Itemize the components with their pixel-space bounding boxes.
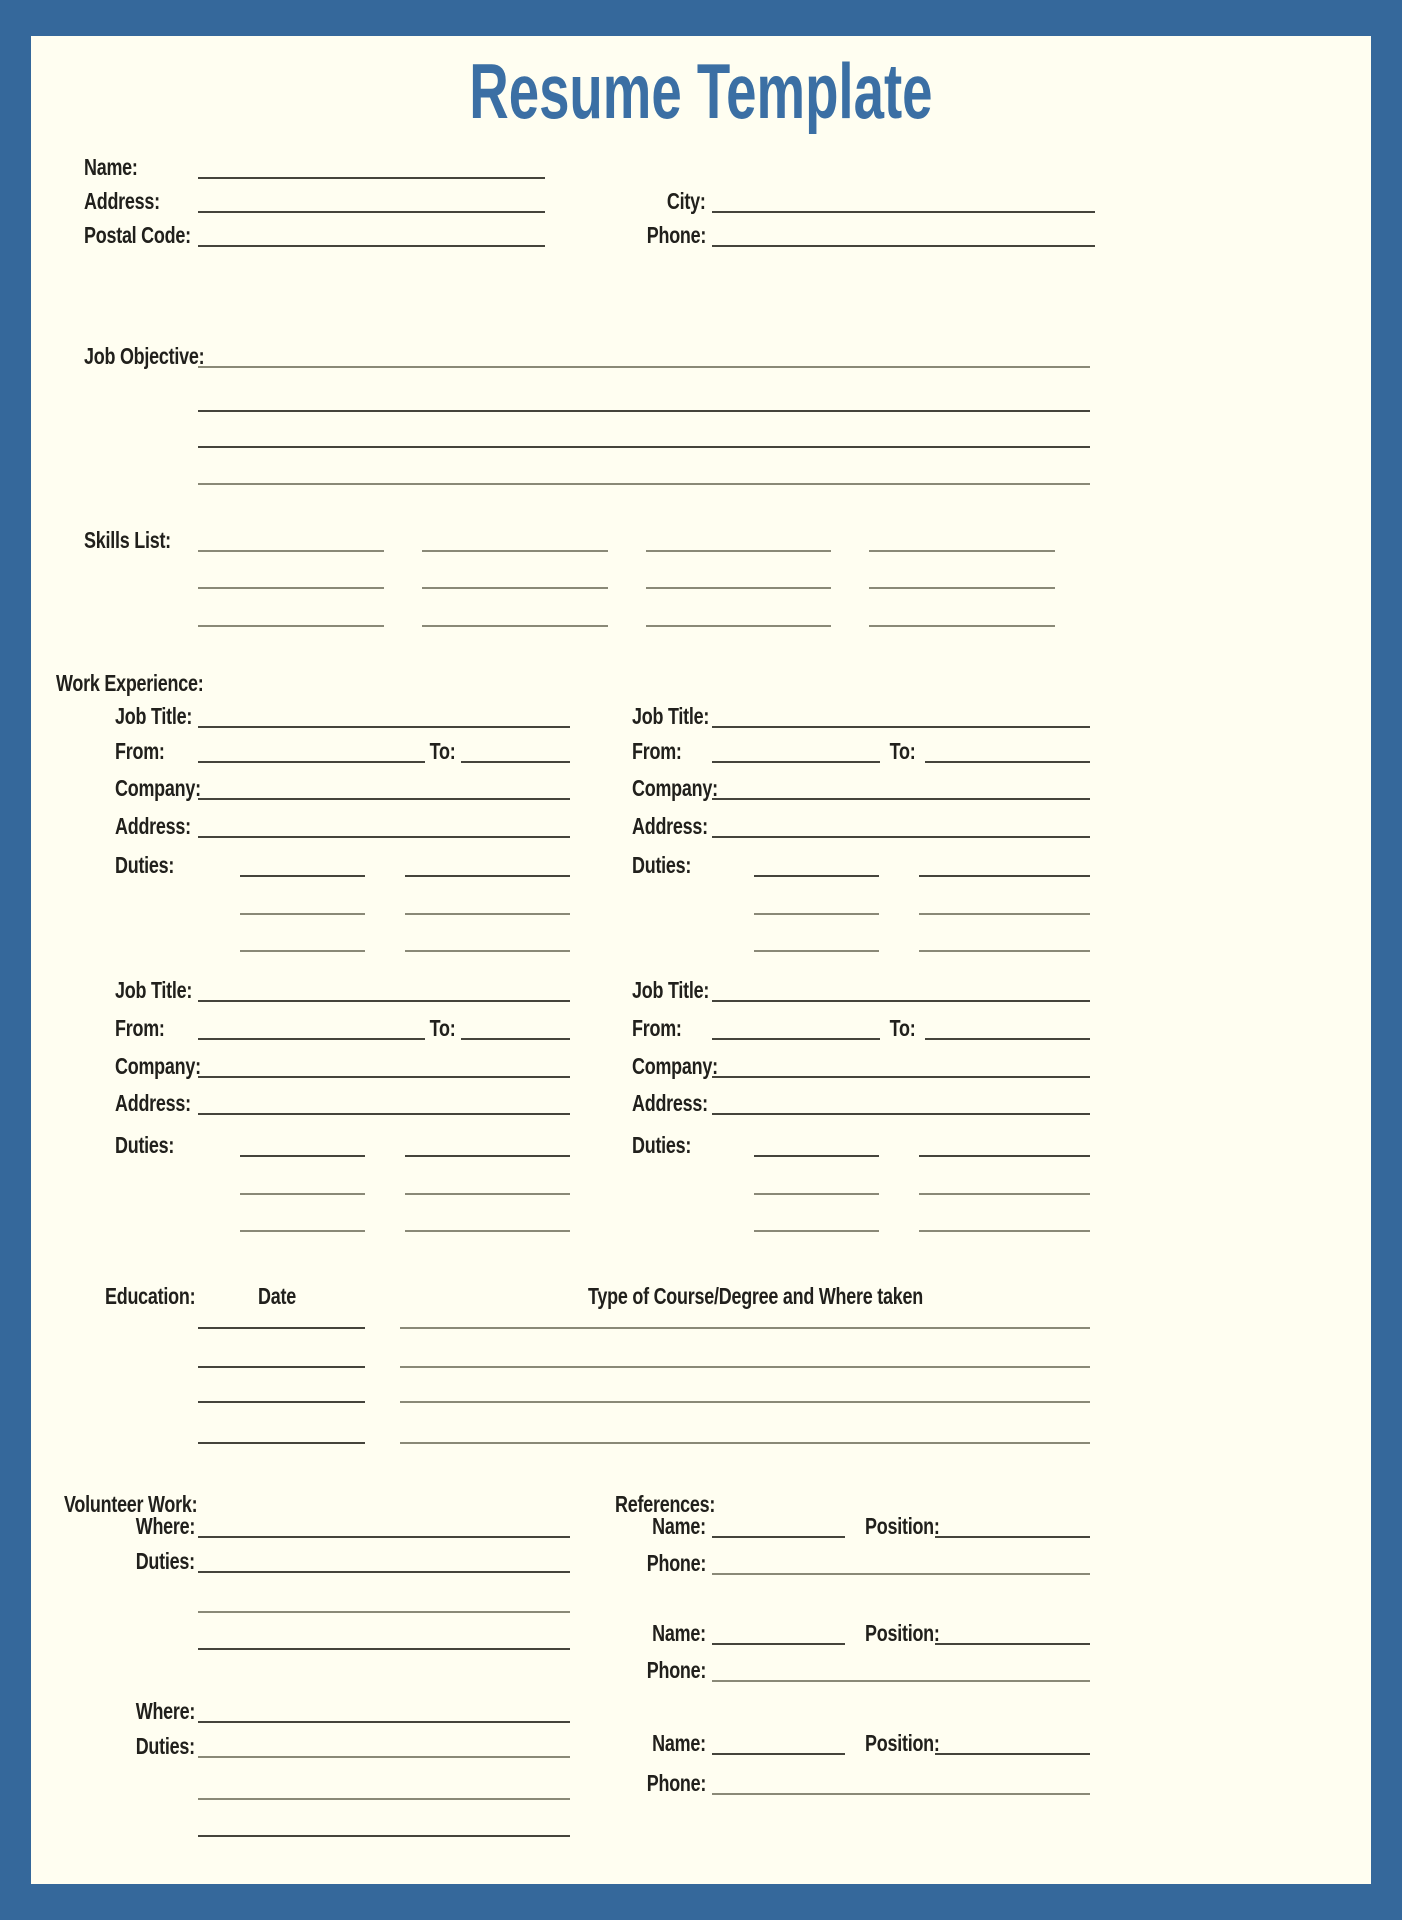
address-row — [115, 806, 570, 838]
job-title-row — [632, 970, 1090, 1002]
ref-phone-line[interactable] — [712, 1793, 1090, 1795]
skill-line[interactable] — [198, 550, 384, 552]
duties-label: Duties: — [632, 1132, 692, 1158]
duties-line[interactable] — [754, 1155, 879, 1157]
paper-sheet — [31, 36, 1371, 1884]
duties-line[interactable] — [198, 1611, 570, 1613]
duties-line[interactable] — [198, 1571, 570, 1573]
education-course-line[interactable] — [400, 1401, 1090, 1403]
job-title-label: Job Title: — [632, 703, 710, 729]
ref-name-line[interactable] — [712, 1536, 845, 1538]
education-course-line[interactable] — [400, 1366, 1090, 1368]
skill-line[interactable] — [422, 625, 608, 627]
duties-line[interactable] — [405, 1155, 570, 1157]
duties-line[interactable] — [919, 913, 1090, 915]
from-to-row — [632, 731, 1090, 763]
company-label: Company: — [115, 775, 201, 801]
ref-position-label: Position: — [865, 1513, 940, 1539]
duties-extra-row — [632, 883, 1090, 915]
volunteer-duties-extra-row — [198, 1768, 570, 1800]
duties-line[interactable] — [754, 875, 879, 877]
duties-line[interactable] — [754, 1230, 879, 1232]
ref-position-line[interactable] — [935, 1536, 1090, 1538]
to-line[interactable] — [461, 761, 570, 763]
reference-name-position-row — [632, 1613, 1090, 1645]
duties-label: Duties: — [135, 1733, 195, 1759]
skills-row — [198, 595, 1055, 627]
where-label: Where: — [135, 1698, 195, 1724]
company-row — [115, 1046, 570, 1078]
from-line[interactable] — [198, 761, 425, 763]
address-line[interactable] — [198, 1113, 570, 1115]
volunteer-where-row — [115, 1506, 570, 1538]
volunteer-where-row — [115, 1691, 570, 1723]
duties-line[interactable] — [405, 875, 570, 877]
ref-name-label: Name: — [652, 1513, 706, 1539]
address-city-row — [84, 181, 1095, 213]
job-objective-extra-row — [198, 453, 1090, 485]
education-course-line[interactable] — [400, 1442, 1090, 1444]
education-course-line[interactable] — [400, 1327, 1090, 1329]
page-title — [31, 47, 1371, 138]
company-row — [632, 1046, 1090, 1078]
name-row — [84, 147, 545, 179]
duties-row — [632, 845, 1090, 877]
phone-label: Phone: — [646, 222, 706, 248]
duties-line[interactable] — [405, 1193, 570, 1195]
city-label: City: — [667, 188, 706, 214]
duties-extra-row — [115, 1163, 570, 1195]
from-line[interactable] — [712, 1038, 880, 1040]
reference-name-position-row — [632, 1506, 1090, 1538]
work-experience-heading — [56, 663, 356, 695]
skill-line[interactable] — [198, 625, 384, 627]
skill-line[interactable] — [198, 587, 384, 589]
education-date-line[interactable] — [198, 1401, 365, 1403]
duties-label: Duties: — [135, 1548, 195, 1574]
duties-line[interactable] — [198, 1756, 570, 1758]
reference-phone-row — [632, 1650, 1090, 1682]
where-label: Where: — [135, 1513, 195, 1539]
skills-list-label: Skills List: — [84, 527, 171, 553]
duties-line[interactable] — [919, 875, 1090, 877]
duties-extra-row — [115, 920, 570, 952]
duties-line[interactable] — [240, 950, 365, 952]
to-line[interactable] — [925, 1038, 1090, 1040]
duties-extra-row — [115, 1200, 570, 1232]
duties-extra-row — [632, 1163, 1090, 1195]
volunteer-duties-row — [115, 1726, 570, 1758]
job-title-row — [632, 696, 1090, 728]
job-title-label: Job Title: — [115, 977, 193, 1003]
to-label: To: — [430, 738, 456, 764]
page-title-text: Resume Template — [469, 47, 933, 135]
duties-line[interactable] — [198, 1798, 570, 1800]
skill-line[interactable] — [646, 550, 832, 552]
duties-row — [632, 1125, 1090, 1157]
where-line[interactable] — [198, 1721, 570, 1723]
address-label: Address: — [632, 1090, 708, 1116]
job-title-line[interactable] — [712, 1000, 1090, 1002]
address-line[interactable] — [712, 1113, 1090, 1115]
company-line[interactable] — [712, 798, 1090, 800]
from-label: From: — [115, 738, 165, 764]
volunteer-duties-extra-row — [198, 1618, 570, 1650]
address-line[interactable] — [198, 836, 570, 838]
company-label: Company: — [632, 1053, 718, 1079]
job-objective-line[interactable] — [198, 366, 1090, 368]
volunteer-duties-extra-row — [198, 1581, 570, 1613]
where-line[interactable] — [198, 1536, 570, 1538]
duties-line[interactable] — [240, 1230, 365, 1232]
company-label: Company: — [632, 775, 718, 801]
address-row — [115, 1083, 570, 1115]
volunteer-heading-text: Volunteer Work: — [64, 1491, 198, 1517]
education-date-header: Date — [258, 1283, 296, 1309]
duties-label: Duties: — [115, 1132, 175, 1158]
reference-phone-row — [632, 1543, 1090, 1575]
duties-line[interactable] — [240, 1155, 365, 1157]
ref-position-line[interactable] — [935, 1753, 1090, 1755]
to-line[interactable] — [461, 1038, 570, 1040]
company-row — [115, 768, 570, 800]
address-row — [632, 1083, 1090, 1115]
to-label: To: — [889, 738, 916, 764]
duties-extra-row — [632, 920, 1090, 952]
company-line[interactable] — [198, 798, 570, 800]
duties-line[interactable] — [240, 875, 365, 877]
ref-phone-label: Phone: — [646, 1657, 706, 1683]
to-label: To: — [430, 1015, 456, 1041]
name-line[interactable] — [198, 177, 545, 179]
job-title-label: Job Title: — [632, 977, 710, 1003]
education-row — [198, 1371, 1090, 1403]
duties-line[interactable] — [405, 913, 570, 915]
duties-line[interactable] — [754, 950, 879, 952]
job-title-row — [115, 970, 570, 1002]
skill-line[interactable] — [646, 625, 832, 627]
job-title-line[interactable] — [712, 726, 1090, 728]
address-row — [632, 806, 1090, 838]
job-objective-line[interactable] — [198, 446, 1090, 448]
duties-line[interactable] — [919, 1230, 1090, 1232]
duties-line[interactable] — [754, 1193, 879, 1195]
postal-phone-row — [84, 215, 1095, 247]
duties-line[interactable] — [919, 1155, 1090, 1157]
to-line[interactable] — [925, 761, 1090, 763]
address-label: Address: — [632, 813, 708, 839]
duties-line[interactable] — [754, 913, 879, 915]
from-to-row — [115, 731, 570, 763]
skill-line[interactable] — [869, 550, 1055, 552]
ref-position-label: Position: — [865, 1620, 940, 1646]
reference-phone-row — [632, 1763, 1090, 1795]
company-line[interactable] — [712, 1076, 1090, 1078]
job-objective-extra-row — [198, 416, 1090, 448]
education-course-header: Type of Course/Degree and Where taken — [588, 1283, 923, 1309]
duties-line[interactable] — [919, 950, 1090, 952]
job-objective-extra-row — [198, 380, 1090, 412]
duties-line[interactable] — [405, 1230, 570, 1232]
ref-phone-label: Phone: — [646, 1550, 706, 1576]
duties-extra-row — [632, 1200, 1090, 1232]
volunteer-duties-row — [115, 1541, 570, 1573]
education-date-line[interactable] — [198, 1442, 365, 1444]
job-title-row — [115, 696, 570, 728]
job-objective-label: Job Objective: — [84, 343, 205, 369]
company-row — [632, 768, 1090, 800]
skill-line[interactable] — [422, 550, 608, 552]
education-row — [198, 1336, 1090, 1368]
job-objective-line[interactable] — [198, 483, 1090, 485]
company-line[interactable] — [198, 1076, 570, 1078]
from-label: From: — [632, 1015, 682, 1041]
from-to-row — [115, 1008, 570, 1040]
to-label: To: — [889, 1015, 916, 1041]
address-line[interactable] — [712, 836, 1090, 838]
work-experience-heading-text: Work Experience: — [56, 670, 204, 696]
reference-name-position-row — [632, 1723, 1090, 1755]
volunteer-duties-extra-row — [198, 1805, 570, 1837]
education-row — [198, 1297, 1090, 1329]
job-title-label: Job Title: — [115, 703, 193, 729]
skill-line[interactable] — [422, 587, 608, 589]
job-objective-row — [84, 336, 1090, 368]
address-line[interactable] — [198, 211, 545, 213]
ref-phone-line[interactable] — [712, 1573, 1090, 1575]
phone-line[interactable] — [712, 245, 1095, 247]
education-label: Education: — [105, 1283, 196, 1309]
skill-line[interactable] — [869, 625, 1055, 627]
from-line[interactable] — [712, 761, 880, 763]
duties-line[interactable] — [240, 1193, 365, 1195]
ref-name-line[interactable] — [712, 1643, 845, 1645]
education-date-line[interactable] — [198, 1327, 365, 1329]
ref-position-label: Position: — [865, 1730, 940, 1756]
duties-line[interactable] — [198, 1648, 570, 1650]
references-heading-text: References: — [615, 1491, 716, 1517]
name-label: Name: — [84, 154, 138, 180]
ref-phone-label: Phone: — [646, 1770, 706, 1796]
duties-line[interactable] — [240, 913, 365, 915]
address-label: Address: — [115, 1090, 191, 1116]
ref-name-line[interactable] — [712, 1753, 845, 1755]
ref-phone-line[interactable] — [712, 1680, 1090, 1682]
duties-line[interactable] — [919, 1193, 1090, 1195]
company-label: Company: — [115, 1053, 201, 1079]
skills-row — [198, 557, 1055, 589]
job-title-line[interactable] — [198, 726, 570, 728]
skill-line[interactable] — [869, 587, 1055, 589]
from-label: From: — [632, 738, 682, 764]
from-label: From: — [115, 1015, 165, 1041]
education-row — [198, 1412, 1090, 1444]
job-title-line[interactable] — [198, 1000, 570, 1002]
duties-extra-row — [115, 883, 570, 915]
postal-code-line[interactable] — [198, 245, 545, 247]
duties-label: Duties: — [632, 852, 692, 878]
address-label: Address: — [115, 813, 191, 839]
duties-row — [115, 1125, 570, 1157]
duties-row — [115, 845, 570, 877]
from-to-row — [632, 1008, 1090, 1040]
from-line[interactable] — [198, 1038, 425, 1040]
duties-line[interactable] — [198, 1835, 570, 1837]
education-date-line[interactable] — [198, 1366, 365, 1368]
ref-name-label: Name: — [652, 1620, 706, 1646]
ref-name-label: Name: — [652, 1730, 706, 1756]
duties-label: Duties: — [115, 852, 175, 878]
city-line[interactable] — [712, 211, 1095, 213]
postal-code-label: Postal Code: — [84, 222, 191, 248]
duties-line[interactable] — [405, 950, 570, 952]
skill-line[interactable] — [646, 587, 832, 589]
address-label: Address: — [84, 188, 160, 214]
ref-position-line[interactable] — [935, 1643, 1090, 1645]
job-objective-line[interactable] — [198, 410, 1090, 412]
skills-row — [198, 520, 1055, 552]
skills-label-row — [84, 520, 194, 552]
